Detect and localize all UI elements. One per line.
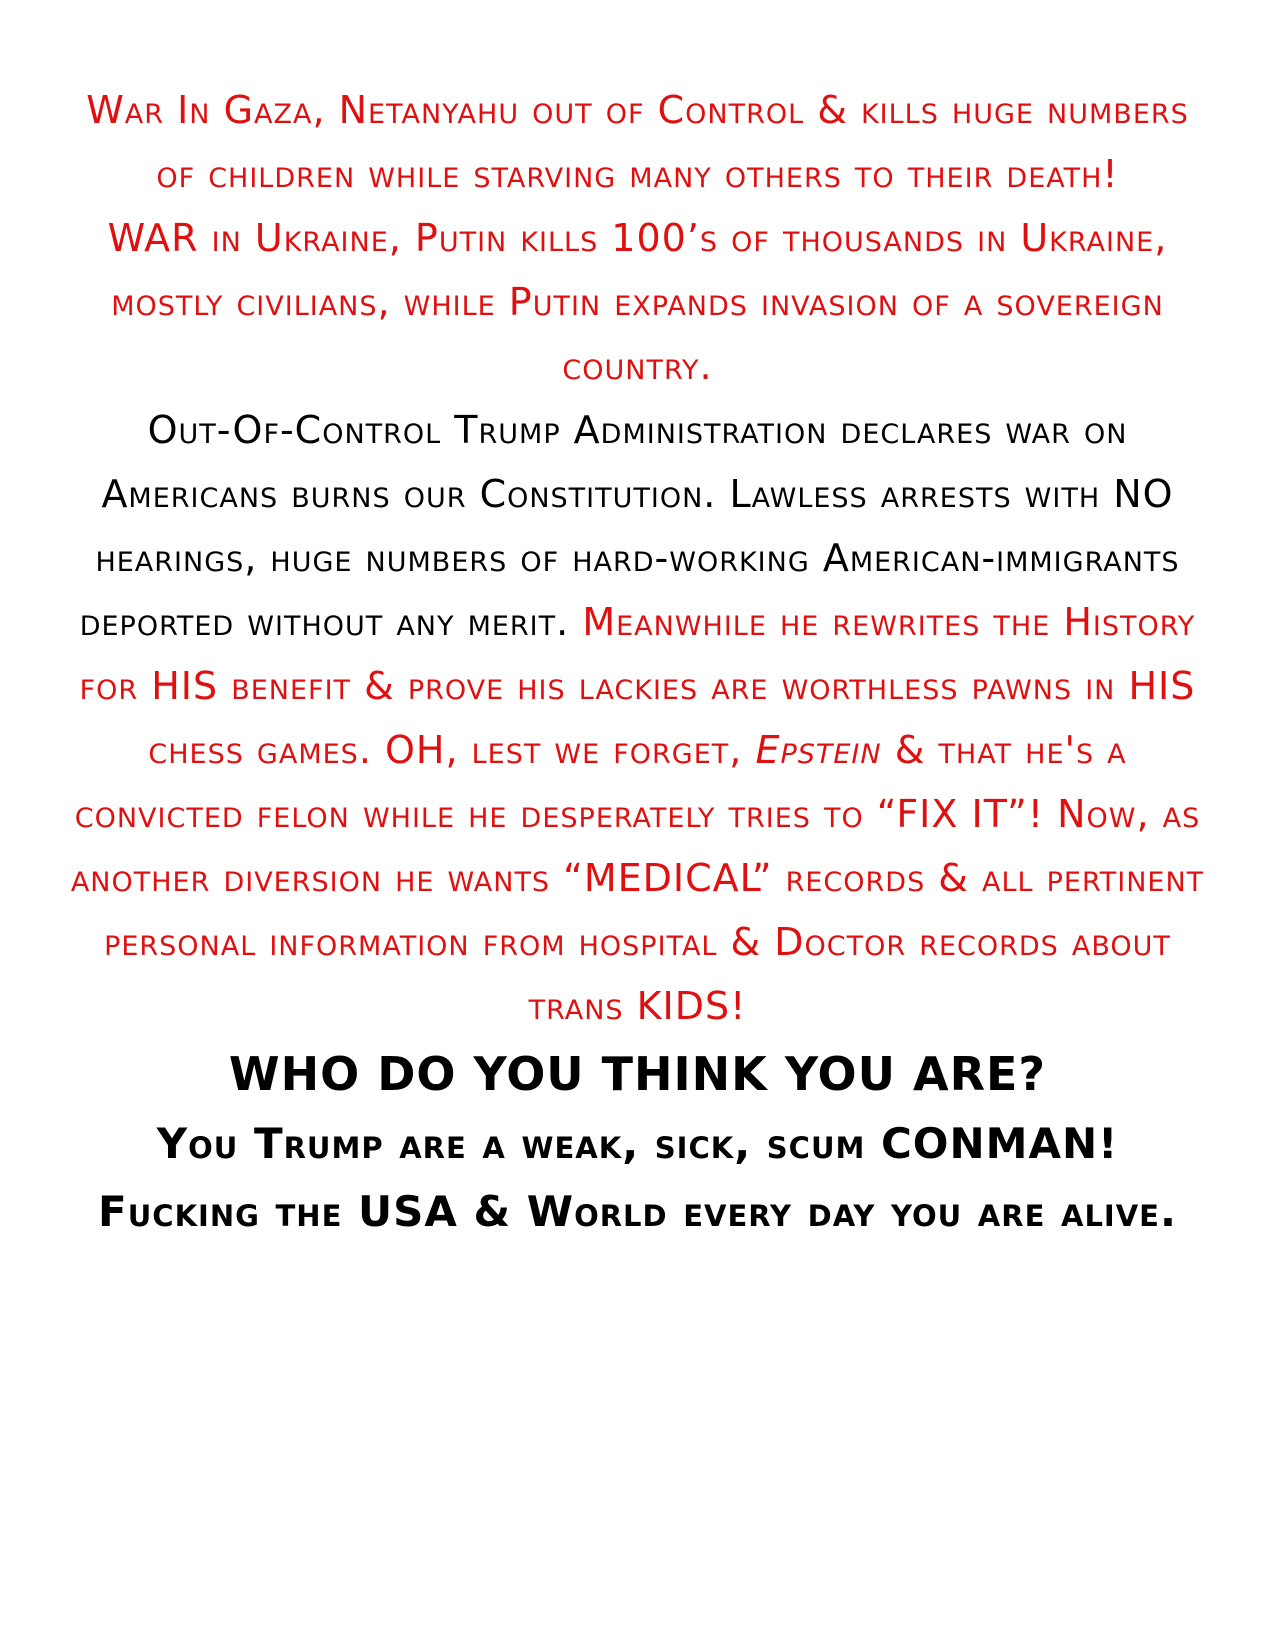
felon-text: & that he's a convicted felon while he desperately tries to “FIX IT”! Now, as another diversion he wants “MEDICAL” records & all pertinent personal information from hospital & Doctor records about trans KIDS! [70,728,1205,1028]
document-page [70,78,1205,1246]
trump-admin-text: Out-Of-Control Trump Administration declares war on Americans burns our Constitution. Lawless arrests with NO hearings, huge numbers of hard-working American-immigrants deported without any merit. [79,408,1180,644]
trump-administration-paragraph [70,398,1205,1038]
gaza-paragraph: War In Gaza, Netanyahu out of Control & kills huge numbers of children while starving many others to their death! [86,88,1189,196]
closing-paragraph: You Trump are a weak, sick, scum CONMAN! Fucking the USA & World every day you are alive. [98,1119,1177,1236]
meanwhile-text: Meanwhile he rewrites the History for HIS benefit & prove his lackies are worthless pawns in HIS chess games. OH, lest we forget, [79,600,1196,772]
epstein-text: Epstein [755,728,882,772]
question-heading: WHO DO YOU THINK YOU ARE? [228,1047,1047,1101]
ukraine-paragraph: WAR in Ukraine, Putin kills 100’s of thousands in Ukraine, mostly civilians, while Putin expands invasion of a sovereign country. [107,216,1168,388]
